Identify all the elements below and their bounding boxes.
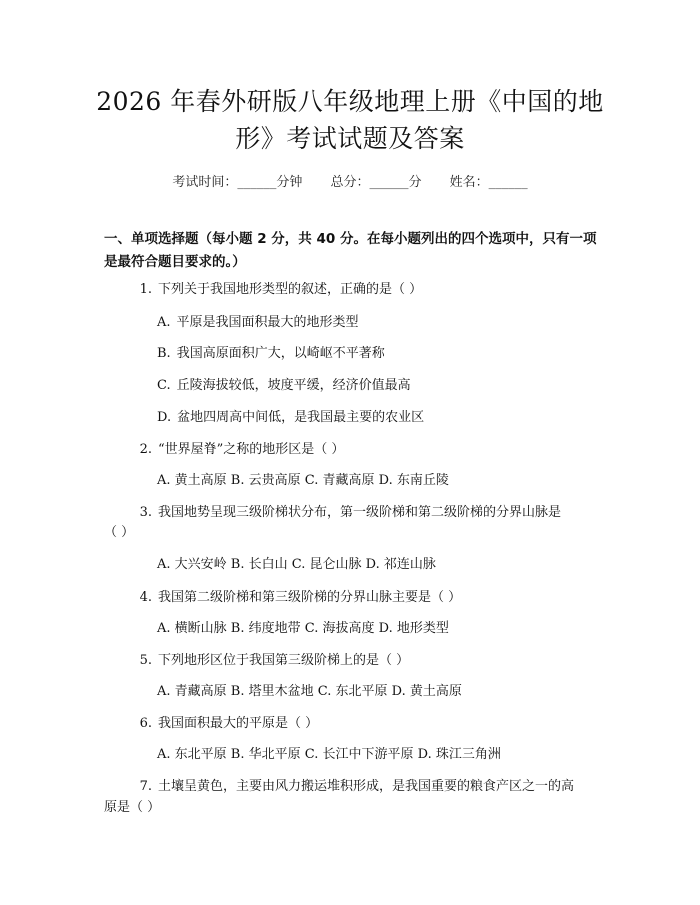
option-text: 盆地四周高中间低，是我国最主要的农业区 <box>177 410 425 425</box>
question-text: 我国第二级阶梯和第三级阶梯的分界山脉主要是（ ） <box>158 590 462 605</box>
question-1-option-a <box>157 313 617 333</box>
question-number: 7. <box>139 779 152 794</box>
question-text: 我国面积最大的平原是（ ） <box>158 716 319 731</box>
question-5-options: A. 青藏高原 B. 塔里木盆地 C. 东北平原 D. 黄土高原 <box>157 684 462 699</box>
question-text: 我国地势呈现三级阶梯状分布，第一级阶梯和第二级阶梯的分界山脉是 <box>158 505 562 520</box>
option-letter: C. <box>157 378 171 393</box>
question-1-option-b <box>157 344 617 364</box>
question-1-option-c <box>157 376 617 396</box>
option-letter: B. <box>157 346 171 361</box>
question-6 <box>104 713 604 735</box>
section-heading-line-2: 是最符合题目要求的。） <box>104 254 246 270</box>
document-title-line-1: 2026 年春外研版八年级地理上册《中国的地 <box>96 87 604 116</box>
option-text: 我国高原面积广大，以崎岖不平著称 <box>176 346 385 361</box>
question-7-continuation: 原是（ ） <box>104 800 161 815</box>
question-2-options: A. 黄土高原 B. 云贵高原 C. 青藏高原 D. 东南丘陵 <box>157 473 449 488</box>
question-text: 下列关于我国地形类型的叙述，正确的是（ ） <box>158 282 423 297</box>
question-7 <box>104 776 604 798</box>
total-score-field: 总分：______分 <box>330 175 422 190</box>
option-letter: A. <box>157 315 171 330</box>
question-3-continuation: （ ） <box>104 525 135 540</box>
question-3-options: A. 大兴安岭 B. 长白山 C. 昆仑山脉 D. 祁连山脉 <box>157 557 436 572</box>
question-3 <box>104 502 604 524</box>
question-4 <box>104 587 604 609</box>
option-text: 丘陵海拔较低，坡度平缓，经济价值最高 <box>176 378 411 393</box>
question-text: 下列地形区位于我国第三级阶梯上的是（ ） <box>158 653 410 668</box>
exam-time-field: 考试时间：______分钟 <box>172 175 303 190</box>
question-2 <box>104 439 604 461</box>
question-5 <box>104 650 604 672</box>
exam-info <box>0 171 700 190</box>
question-number: 4. <box>139 590 152 605</box>
question-1-option-d <box>157 408 617 428</box>
question-4-options: A. 横断山脉 B. 纬度地带 C. 海拔高度 D. 地形类型 <box>157 621 449 636</box>
option-text: 平原是我国面积最大的地形类型 <box>176 315 359 330</box>
document-title-line-2: 形》考试试题及答案 <box>235 124 465 153</box>
question-number: 2. <box>139 442 152 457</box>
question-number: 3. <box>139 505 152 520</box>
question-number: 6. <box>139 716 152 731</box>
question-number: 5. <box>139 653 152 668</box>
question-6-options: A. 东北平原 B. 华北平原 C. 长江中下游平原 D. 珠江三角洲 <box>157 747 501 762</box>
question-1 <box>104 279 604 301</box>
student-name-field: 姓名：______ <box>449 175 528 190</box>
question-text: 土壤呈黄色，主要由风力搬运堆积形成，是我国重要的粮食产区之一的高 <box>158 779 575 794</box>
question-text: “世界屋脊”之称的地形区是（ ） <box>158 442 345 457</box>
option-letter: D. <box>157 410 172 425</box>
question-number: 1. <box>139 282 152 297</box>
section-heading-line-1: 一、单项选择题（每小题 2 分，共 40 分。在每小题列出的四个选项中，只有一项 <box>104 231 597 247</box>
